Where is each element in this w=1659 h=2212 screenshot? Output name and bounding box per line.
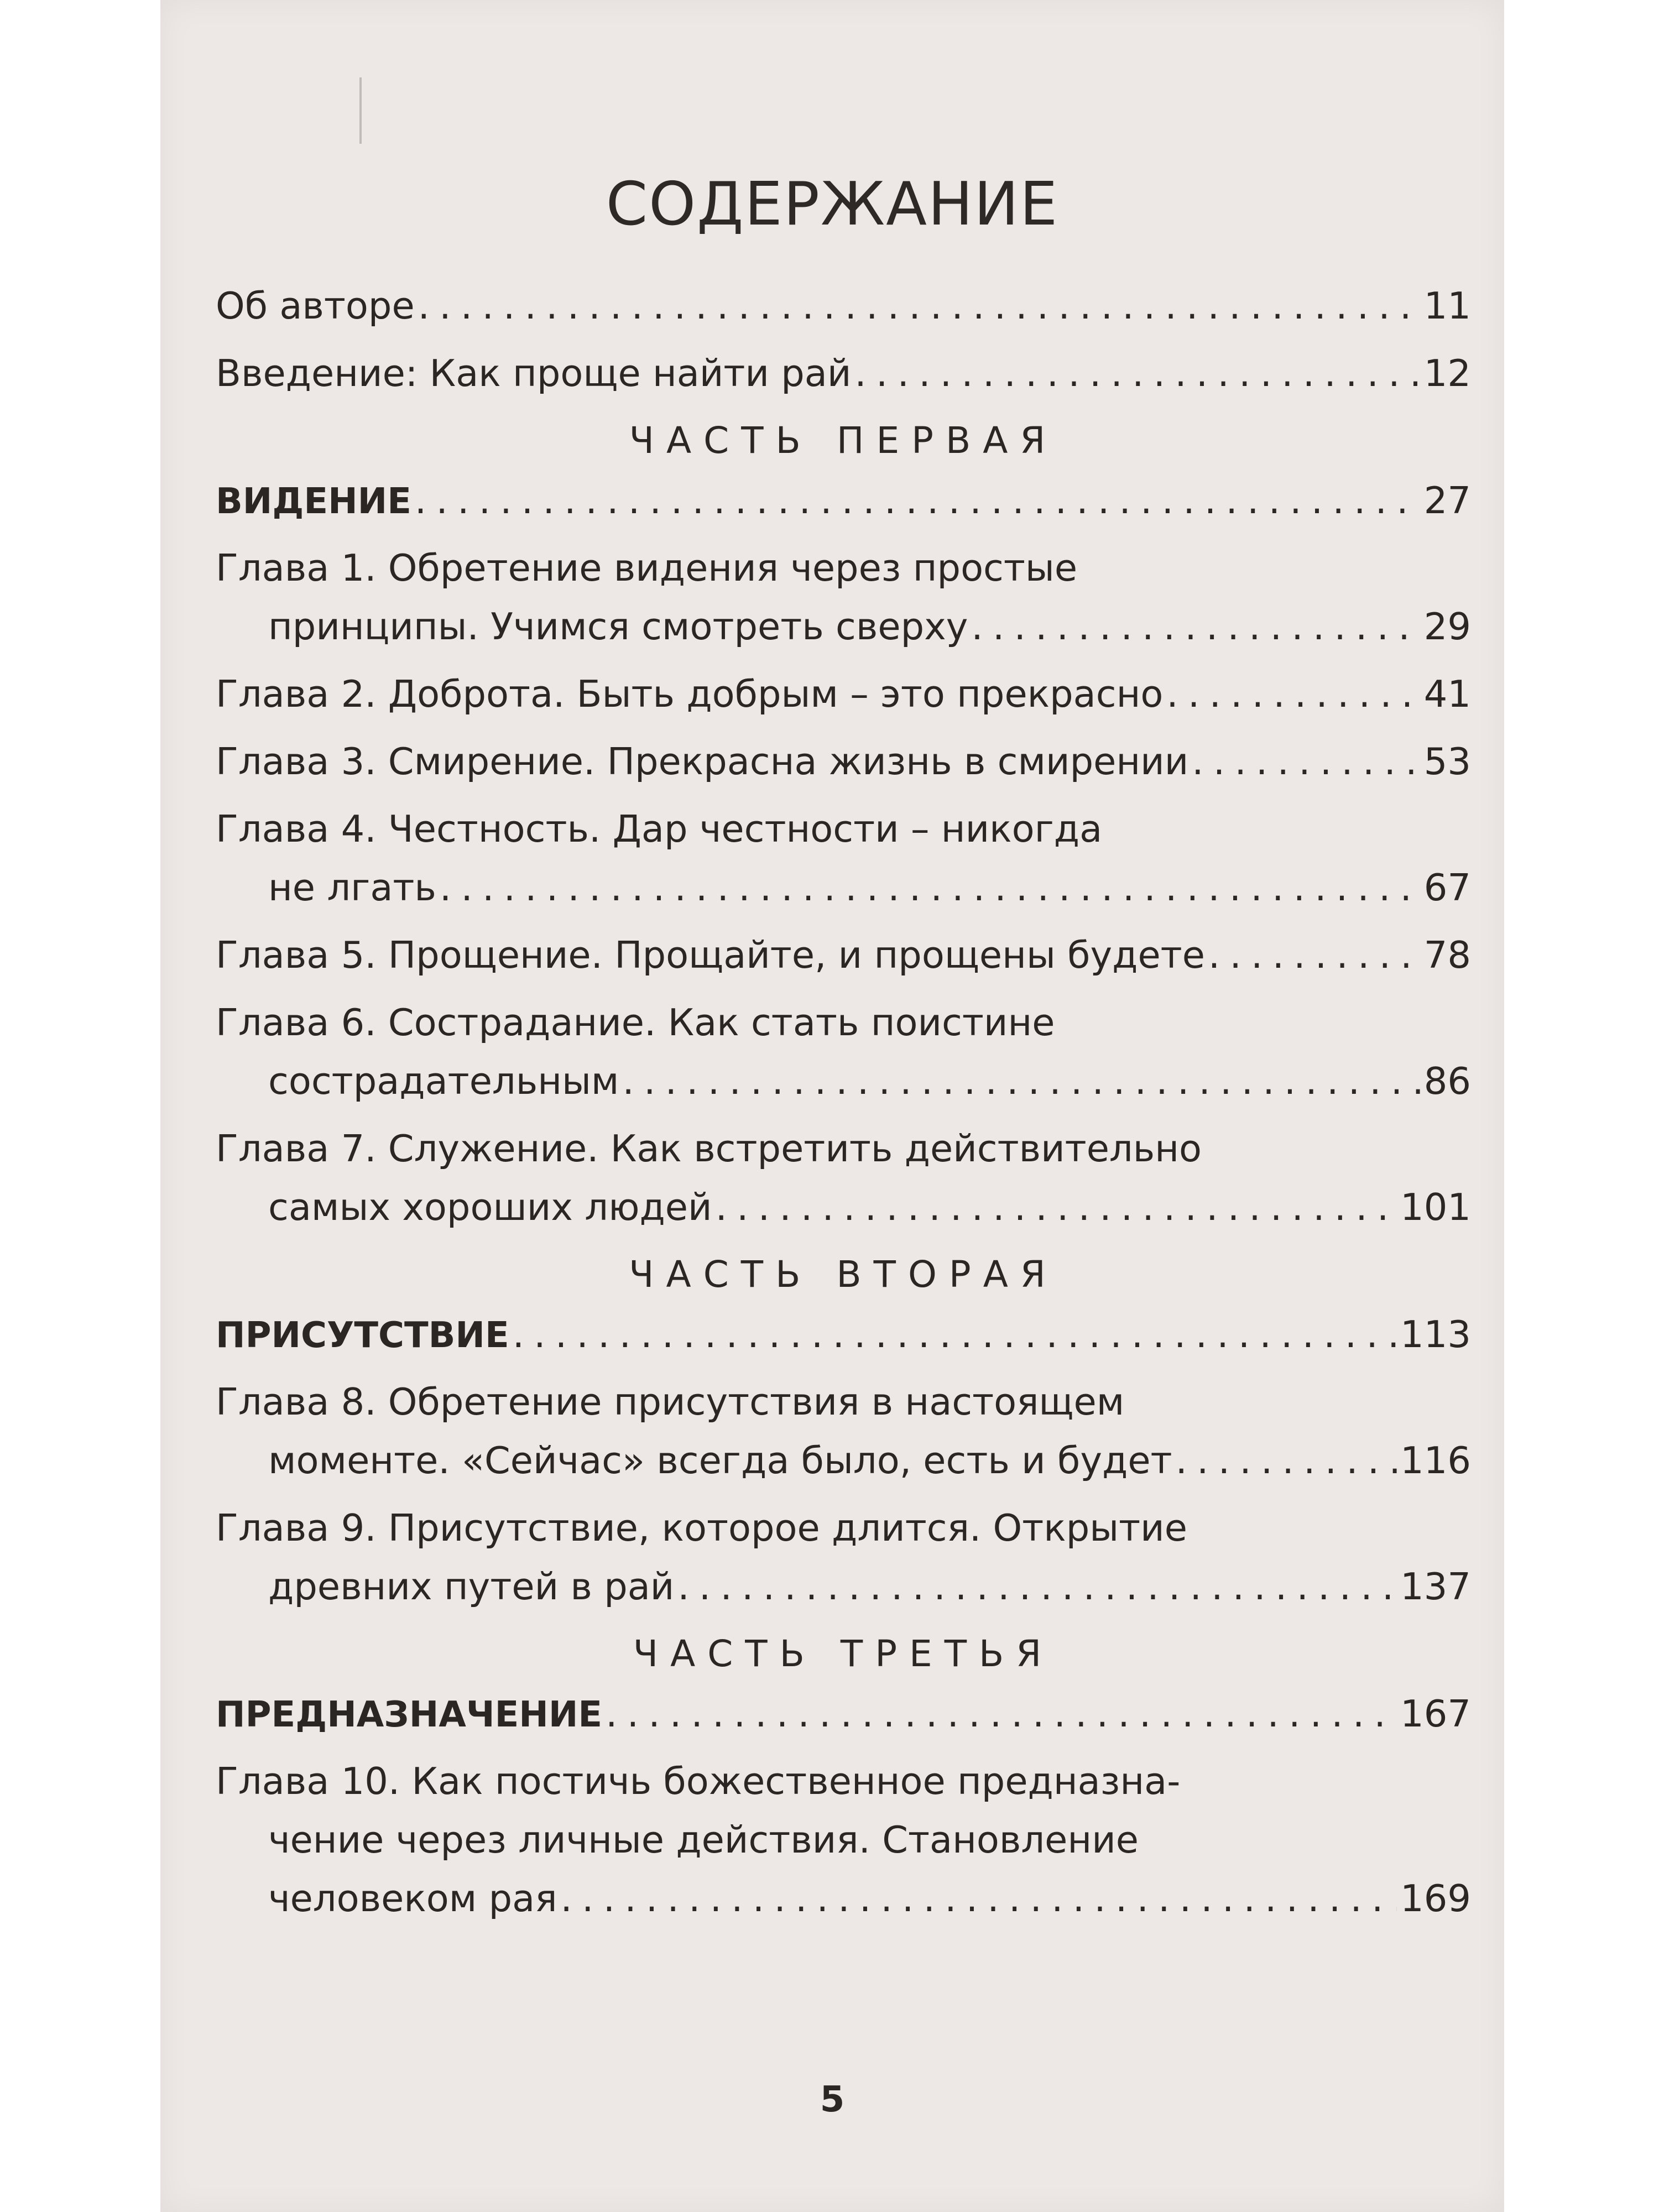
leader-dots xyxy=(440,858,1421,917)
chapter-title: Глава 3. Смирение. Прекрасна жизнь в смирении xyxy=(216,740,1189,783)
chapter-page: 101 xyxy=(1400,1186,1471,1229)
part-heading xyxy=(216,471,1471,530)
toc-chapter-8 xyxy=(216,1373,1471,1490)
leader-dots xyxy=(561,1869,1397,1928)
page-number: 5 xyxy=(820,2079,845,2120)
part-label: ЧАСТЬ ПЕРВАЯ xyxy=(629,419,1058,462)
part-heading-text: ПРИСУТСТВИЕ xyxy=(216,1315,509,1356)
toc-chapter-7 xyxy=(216,1119,1471,1237)
leader-dots xyxy=(606,1684,1397,1743)
chapter-title-line: Глава 10. Как постичь божественное предназна- xyxy=(216,1760,1181,1803)
leader-dots xyxy=(1176,1431,1397,1490)
toc-entry-about-author xyxy=(216,276,1471,335)
part-label: ЧАСТЬ ТРЕТЬЯ xyxy=(633,1632,1054,1675)
chapter-page: 78 xyxy=(1423,933,1471,977)
chapter-title: Глава 2. Доброта. Быть добрым – это прекрасно xyxy=(216,672,1164,716)
part-heading-page: 167 xyxy=(1400,1692,1471,1735)
chapter-last-line xyxy=(216,1178,1471,1237)
toc-entry-text: Введение: Как проще найти рай xyxy=(216,352,852,395)
chapter-last-line xyxy=(216,597,1471,656)
leader-dots xyxy=(1166,665,1420,723)
part-heading-text: ПРЕДНАЗНАЧЕНИЕ xyxy=(216,1694,603,1735)
chapter-last-line xyxy=(216,1052,1471,1110)
chapter-title-line: чение через личные действия. Становление xyxy=(268,1818,1139,1861)
leader-dots xyxy=(716,1178,1397,1237)
chapter-title-line: Глава 1. Обретение видения через простые xyxy=(216,546,1078,589)
chapter-last-line xyxy=(216,1869,1471,1928)
leader-dots xyxy=(513,1305,1397,1364)
toc-chapter-2 xyxy=(216,665,1471,723)
toc-chapter-9 xyxy=(216,1499,1471,1616)
toc-chapter-4 xyxy=(216,800,1471,917)
paper-scratch xyxy=(359,77,362,144)
toc-chapter-3 xyxy=(216,732,1471,791)
leader-dots xyxy=(622,1052,1420,1110)
chapter-page: 41 xyxy=(1423,672,1471,716)
chapter-page: 67 xyxy=(1423,866,1471,909)
toc-entry-introduction xyxy=(216,344,1471,403)
chapter-title-line: Глава 8. Обретение присутствия в настоящем xyxy=(216,1380,1125,1423)
chapter-title-cont: самых хороших людей xyxy=(268,1186,712,1229)
chapter-last-line xyxy=(216,1431,1471,1490)
chapter-title-line: Глава 6. Сострадание. Как стать поистине xyxy=(216,1001,1055,1044)
chapter-title-line: Глава 7. Служение. Как встретить действительно xyxy=(216,1127,1202,1170)
leader-dots xyxy=(971,597,1420,656)
leader-dots xyxy=(1208,926,1421,984)
chapter-page: 116 xyxy=(1400,1439,1471,1482)
chapter-page: 169 xyxy=(1400,1877,1471,1920)
toc-chapter-1 xyxy=(216,539,1471,656)
part-heading-page: 27 xyxy=(1423,479,1471,522)
part-heading xyxy=(216,1305,1471,1364)
chapter-title-cont: моменте. «Сейчас» всегда было, есть и будет xyxy=(268,1439,1172,1482)
part-heading-page: 113 xyxy=(1400,1313,1471,1356)
toc-entry-page: 12 xyxy=(1423,352,1471,395)
chapter-page: 137 xyxy=(1400,1565,1471,1608)
chapter-title-line: Глава 9. Присутствие, которое длится. Открытие xyxy=(216,1506,1187,1550)
toc-chapter-10 xyxy=(216,1752,1471,1928)
part-heading-text: ВИДЕНИЕ xyxy=(216,481,411,522)
chapter-last-line xyxy=(216,1557,1471,1616)
part-heading xyxy=(216,1684,1471,1743)
toc-chapter-6 xyxy=(216,993,1471,1110)
leader-dots xyxy=(854,344,1420,403)
part-label: ЧАСТЬ ВТОРАЯ xyxy=(629,1253,1058,1296)
page-title: СОДЕРЖАНИЕ xyxy=(606,170,1059,239)
chapter-page: 86 xyxy=(1423,1060,1471,1103)
toc-entry-text: Об авторе xyxy=(216,284,415,327)
leader-dots xyxy=(677,1557,1397,1616)
chapter-title-line: Глава 4. Честность. Дар честности – никогда xyxy=(216,807,1103,851)
chapter-title-cont: сострадательным xyxy=(268,1060,619,1103)
chapter-title-cont: принципы. Учимся смотреть сверху xyxy=(268,605,968,648)
table-of-contents xyxy=(216,276,1471,1928)
chapter-title-cont: древних путей в рай xyxy=(268,1565,675,1608)
chapter-page: 29 xyxy=(1423,605,1471,648)
leader-dots xyxy=(415,471,1421,530)
chapter-last-line xyxy=(216,858,1471,917)
chapter-title: Глава 5. Прощение. Прощайте, и прощены будете xyxy=(216,933,1205,977)
book-page xyxy=(160,0,1504,2212)
chapter-title-cont: не лгать xyxy=(268,866,436,909)
chapter-title-cont: человеком рая xyxy=(268,1877,557,1920)
toc-chapter-5 xyxy=(216,926,1471,984)
toc-entry-page: 11 xyxy=(1423,284,1471,327)
leader-dots xyxy=(418,276,1421,335)
chapter-page: 53 xyxy=(1423,740,1471,783)
leader-dots xyxy=(1192,732,1420,791)
